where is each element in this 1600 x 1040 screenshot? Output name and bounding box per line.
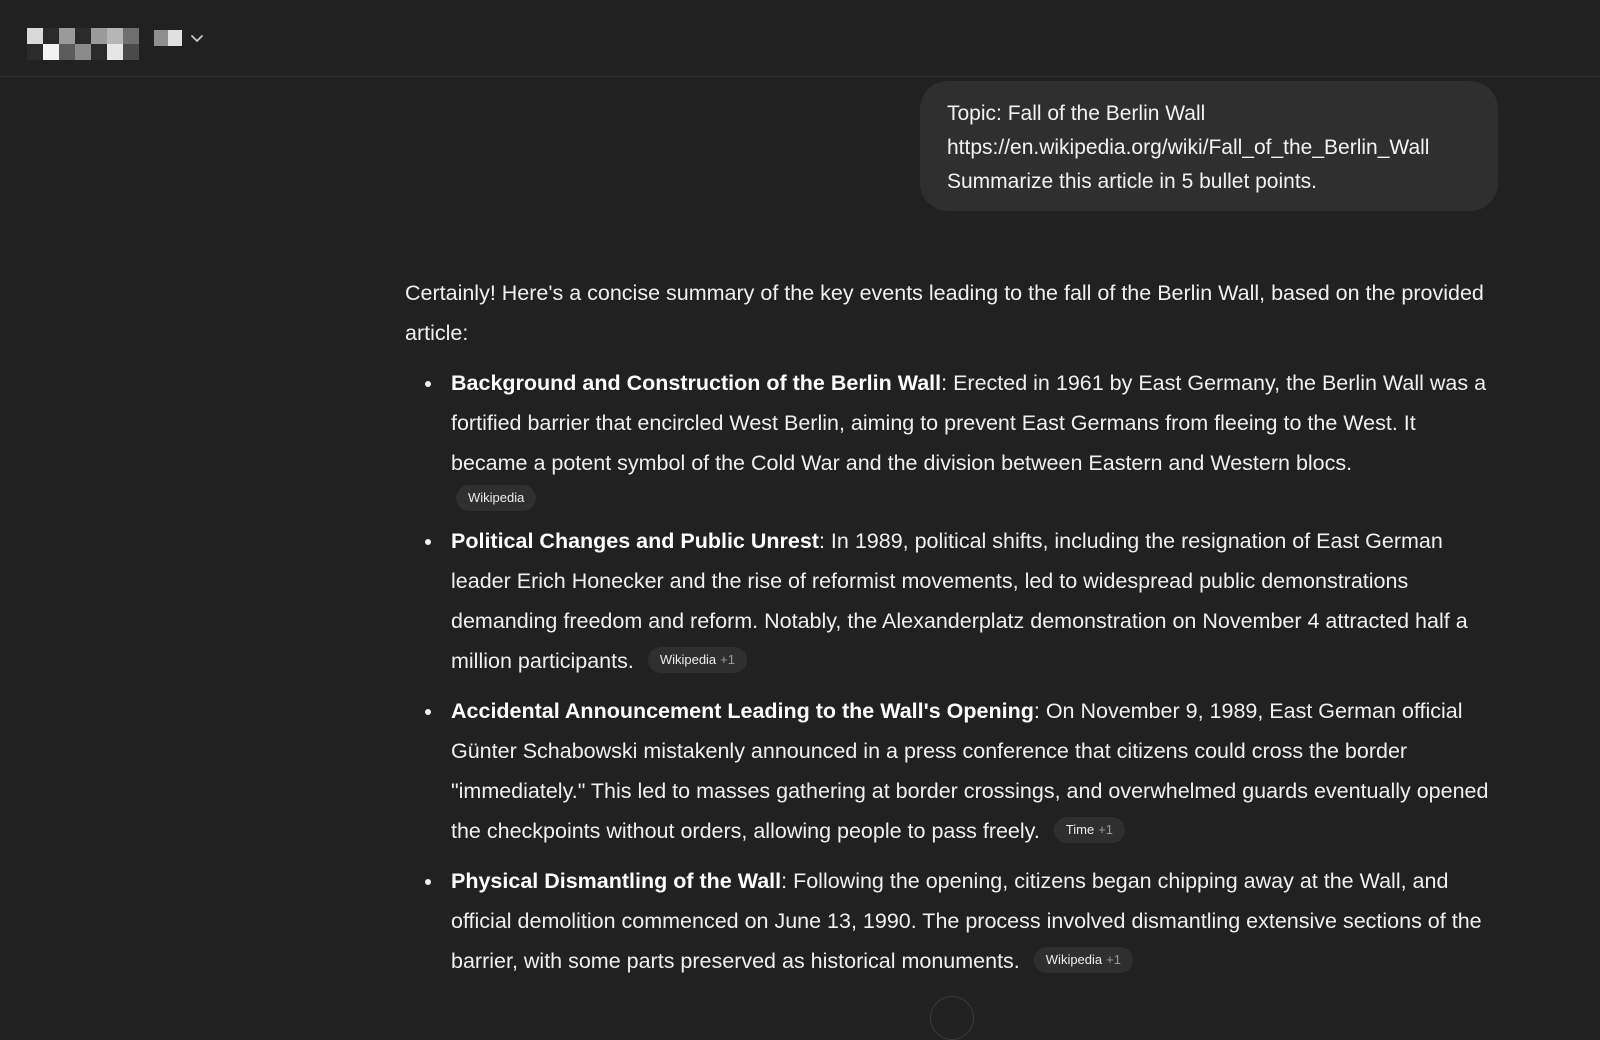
point-title: Political Changes and Public Unrest bbox=[451, 529, 819, 553]
point-title: Accidental Announcement Leading to the Wall's Opening bbox=[451, 699, 1034, 723]
logo-pixel-block bbox=[91, 28, 107, 44]
logo-pixel-block bbox=[91, 44, 107, 60]
logo-pixel-block bbox=[59, 28, 75, 44]
citation-source: Time bbox=[1065, 822, 1095, 838]
citation-chip[interactable] bbox=[1054, 817, 1125, 843]
point-title: Background and Construction of the Berlin Wall bbox=[451, 371, 942, 395]
list-item bbox=[405, 521, 1495, 681]
list-item bbox=[405, 363, 1495, 511]
point-text: : On November 9, 1989, East German official Günter Schabowski mistakenly announced in a press conference that citizens could cross the border "immediately." This led to masses gathering at border crossings, and overwhelmed guards eventually opened the checkpoints without orders, allowing people to pass freely. bbox=[451, 699, 1489, 843]
logo-pixel-block bbox=[123, 28, 139, 44]
user-message-line: Topic: Fall of the Berlin Wall bbox=[947, 102, 1206, 125]
logo-pixel-block bbox=[75, 28, 91, 44]
citation-chip[interactable] bbox=[1034, 947, 1133, 973]
summary-list bbox=[405, 363, 1495, 981]
assistant-message bbox=[405, 273, 1495, 991]
logo-pixel-block bbox=[123, 44, 139, 60]
citation-chip[interactable] bbox=[648, 647, 747, 673]
citation-more: +1 bbox=[1098, 822, 1114, 838]
point-text: : Erected in 1961 by East Germany, the Berlin Wall was a fortified barrier that encircled West Berlin, aiming to prevent East Germans from fleeing to the West. It became a potent symbol of the Cold War and the division between Eastern and Western blocs. bbox=[451, 371, 1487, 475]
logo-pixel-block bbox=[107, 44, 123, 60]
assistant-intro: Certainly! Here's a concise summary of the key events leading to the fall of the Berlin Wall, based on the provided article: bbox=[405, 281, 1484, 345]
logo-pixel-block bbox=[43, 44, 59, 60]
citation-more: +1 bbox=[1106, 952, 1121, 968]
model-selector[interactable] bbox=[154, 28, 206, 48]
list-item bbox=[405, 861, 1495, 981]
logo-pixel-block bbox=[75, 44, 91, 60]
pixelated-model-name bbox=[154, 30, 182, 46]
user-message-line: https://en.wikipedia.org/wiki/Fall_of_the_Berlin_Wall bbox=[947, 136, 1430, 159]
citation-more: +1 bbox=[720, 652, 735, 668]
pixelated-logo[interactable] bbox=[27, 28, 139, 61]
point-text: : Following the opening, citizens began chipping away at the Wall, and official demolition commenced on June 13, 1990. The process involved dismantling extensive sections of the barrier, with some parts preserved as historical monuments. bbox=[451, 869, 1482, 973]
citation-source: Wikipedia bbox=[1045, 952, 1103, 968]
user-message-line: Summarize this article in 5 bullet points. bbox=[947, 170, 1317, 193]
list-item bbox=[405, 691, 1495, 851]
model-pixel-block bbox=[154, 30, 168, 46]
model-pixel-block bbox=[168, 30, 182, 46]
scroll-down-button[interactable] bbox=[930, 996, 974, 1040]
point-text: : In 1989, political shifts, including the resignation of East German leader Erich Honecker and the rise of reformist movements, led to widespread public demonstrations demanding freedom and reform. Notably, the Alexanderplatz demonstration on November 4 attracted half a million participants. bbox=[451, 529, 1468, 673]
chevron-down-icon bbox=[188, 29, 206, 47]
logo-pixel-block bbox=[27, 44, 43, 60]
logo-pixel-block bbox=[107, 28, 123, 44]
citation-source: Wikipedia bbox=[659, 652, 717, 668]
logo-pixel-block bbox=[59, 44, 75, 60]
top-bar bbox=[0, 0, 1600, 77]
point-title: Physical Dismantling of the Wall bbox=[451, 869, 782, 893]
logo-pixel-block bbox=[43, 28, 59, 44]
citation-chip[interactable] bbox=[456, 485, 536, 511]
citation-source: Wikipedia bbox=[468, 490, 525, 505]
user-message-bubble bbox=[920, 81, 1498, 211]
logo-pixel-block bbox=[27, 28, 43, 44]
